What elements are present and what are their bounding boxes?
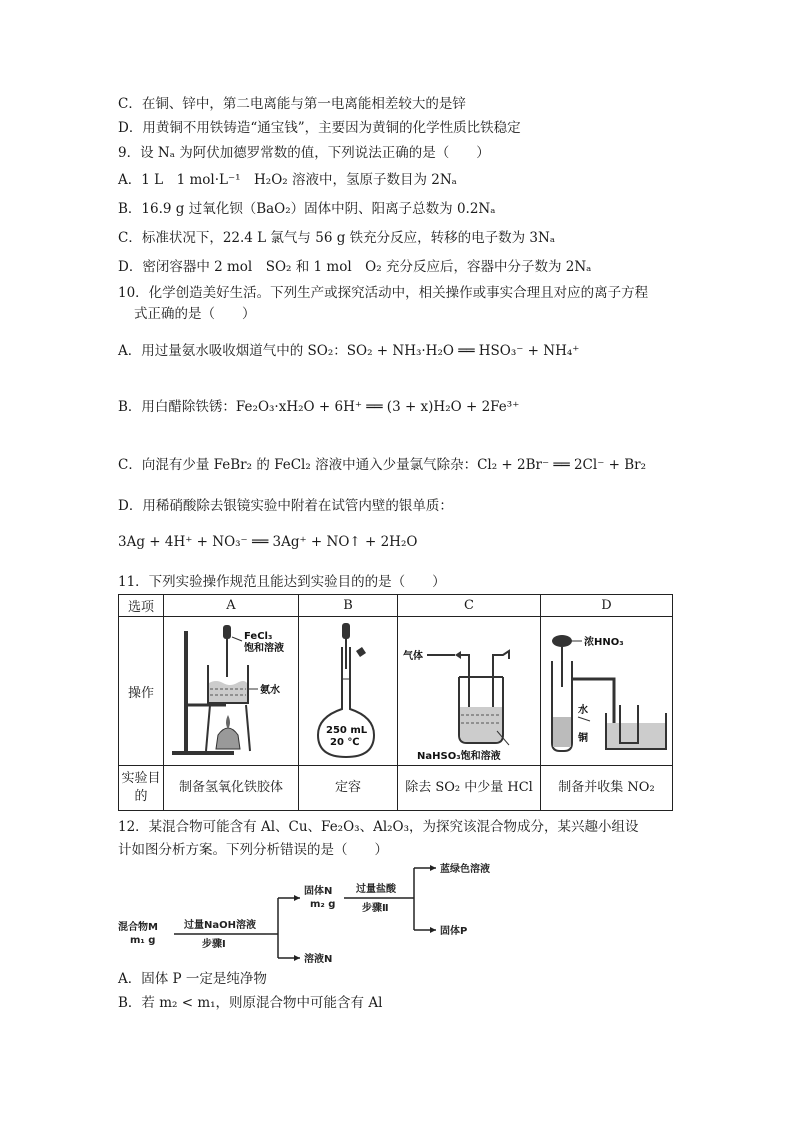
row-header-goal: 实验目的 (119, 766, 164, 811)
q10-stem-cont: 式正确的是（ ） (134, 306, 256, 322)
flow-solid-n: 固体N (304, 886, 333, 897)
flow-solution-n: 溶液N (304, 954, 333, 965)
apparatus-b (299, 617, 398, 766)
flow-mixture: 混合物M (118, 922, 158, 933)
q12-stem: 12．某混合物可能含有 Al、Cu、Fe₂O₃、Al₂O₃，为探究该混合物成分，某兴趣小组设 (118, 819, 639, 835)
q8-option-d: D．用黄铜不用铁铸造“通宝钱”，主要因为黄铜的化学性质比铁稳定 (118, 120, 521, 136)
q9-option-a: A．1 L 1 mol·L⁻¹ H₂O₂ 溶液中，氢原子数目为 2Nₐ (118, 172, 457, 188)
q10-option-d-equation: 3Ag + 4H⁺ + NO₃⁻ ══ 3Ag⁺ + NO↑ + 2H₂O (118, 534, 418, 550)
label-temperature: 20 ℃ (330, 737, 360, 748)
q10-option-d: D．用稀硝酸除去银镜实验中附着在试管内壁的银单质： (118, 498, 453, 514)
q9-option-b: B．16.9 g 过氧化钡（BaO₂）固体中阴、阳离子总数为 0.2Nₐ (118, 201, 496, 217)
label-copper: 铜 (577, 733, 588, 744)
flow-m2: m₂ g (310, 899, 336, 910)
q9-option-c: C．标准状况下，22.4 L 氯气与 56 g 铁充分反应，转移的电子数为 3Nₐ (118, 230, 556, 246)
label-water: 水 (577, 705, 588, 716)
col-header-b: B (299, 595, 398, 617)
label-volume: 250 mL (326, 725, 368, 736)
flow-blue-green-solution: 蓝绿色溶液 (440, 864, 490, 875)
row-header-operation: 操作 (119, 617, 164, 766)
apparatus-a (164, 617, 299, 766)
apparatus-c (398, 617, 541, 766)
q11-table (118, 594, 673, 811)
flow-solid-p: 固体P (440, 926, 468, 937)
label-saturated-solution: 饱和溶液 (244, 643, 284, 654)
q11-stem: 11．下列实验操作规范且能达到实验目的的是（ ） (118, 574, 446, 590)
goal-c: 除去 SO₂ 中少量 HCl (398, 766, 541, 811)
col-header-d: D (541, 595, 673, 617)
q10-option-b: B．用白醋除铁锈：Fe₂O₃·xH₂O + 6H⁺ ══ (3 + x)H₂O + 2Fe³⁺ (118, 399, 520, 415)
col-header-c: C (398, 595, 541, 617)
apparatus-d (541, 617, 673, 766)
label-gas: 气体 (403, 651, 423, 662)
flow-step1-reagent: 过量NaOH溶液 (184, 920, 256, 931)
flow-step2: 步骤Ⅱ (362, 903, 389, 914)
flow-step2-reagent: 过量盐酸 (356, 884, 396, 895)
q12-option-b: B．若 m₂ < m₁，则原混合物中可能含有 Al (118, 995, 383, 1011)
label-ammonia: 氨水 (260, 685, 280, 696)
q10-stem: 10．化学创造美好生活。下列生产或探究活动中，相关操作或事实合理且对应的离子方程 (118, 285, 649, 301)
col-header-option: 选项 (119, 595, 164, 617)
q12-option-a: A．固体 P 一定是纯净物 (118, 971, 267, 987)
label-nahso3: NaHSO₃饱和溶液 (417, 751, 501, 761)
label-conc-hno3: 浓HNO₃ (583, 637, 624, 648)
col-header-a: A (164, 595, 299, 617)
q9-option-d: D．密闭容器中 2 mol SO₂ 和 1 mol O₂ 充分反应后，容器中分子数为 2Nₐ (118, 259, 592, 275)
q12-flow-diagram (118, 860, 518, 968)
goal-a: 制备氢氧化铁胶体 (164, 766, 299, 811)
goal-b: 定容 (299, 766, 398, 811)
q9-stem: 9．设 Nₐ 为阿伏加德罗常数的值，下列说法正确的是（ ） (118, 145, 490, 161)
goal-d: 制备并收集 NO₂ (541, 766, 673, 811)
q10-option-c: C．向混有少量 FeBr₂ 的 FeCl₂ 溶液中通入少量氯气除杂：Cl₂ + 2Br⁻ ══ 2Cl⁻ + Br₂ (118, 457, 646, 473)
flow-m1: m₁ g (130, 935, 156, 946)
q8-option-c: C．在铜、锌中，第二电离能与第一电离能相差较大的是锌 (118, 96, 466, 112)
q12-stem-cont: 计如图分析方案。下列分析错误的是（ ） (118, 842, 388, 858)
label-fecl3: FeCl₃ (244, 631, 273, 642)
q10-option-a: A．用过量氨水吸收烟道气中的 SO₂：SO₂ + NH₃·H₂O ══ HSO₃⁻ + NH₄⁺ (118, 343, 580, 359)
flow-step1: 步骤Ⅰ (202, 939, 226, 950)
